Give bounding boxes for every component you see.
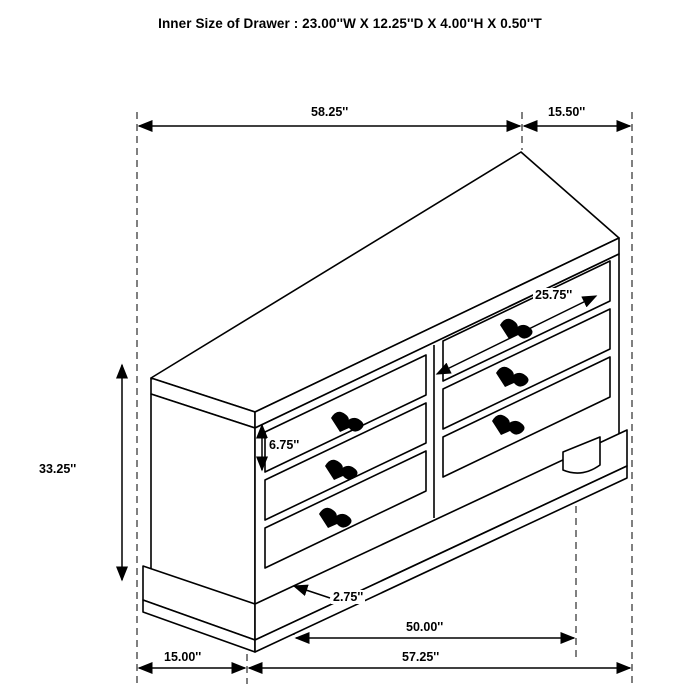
- dim-label-base-width: 50.00'': [406, 620, 444, 634]
- dim-label-top-width-main: 58.25'': [311, 105, 349, 119]
- page-title: Inner Size of Drawer : 23.00''W X 12.25''D X 4.00''H X 0.50''T: [158, 16, 542, 31]
- dresser-illustration: [143, 152, 627, 652]
- dim-label-base-height: 2.75'': [333, 590, 364, 604]
- dim-label-overall-height: 33.25'': [39, 462, 77, 476]
- dim-label-top-width-right: 15.50'': [548, 105, 586, 119]
- dim-label-depth-diagonal: 25.75'': [535, 288, 573, 302]
- dim-label-foot-depth: 15.00'': [164, 650, 202, 664]
- dim-label-drawer-height: 6.75'': [269, 438, 300, 452]
- dim-label-overall-width: 57.25'': [402, 650, 440, 664]
